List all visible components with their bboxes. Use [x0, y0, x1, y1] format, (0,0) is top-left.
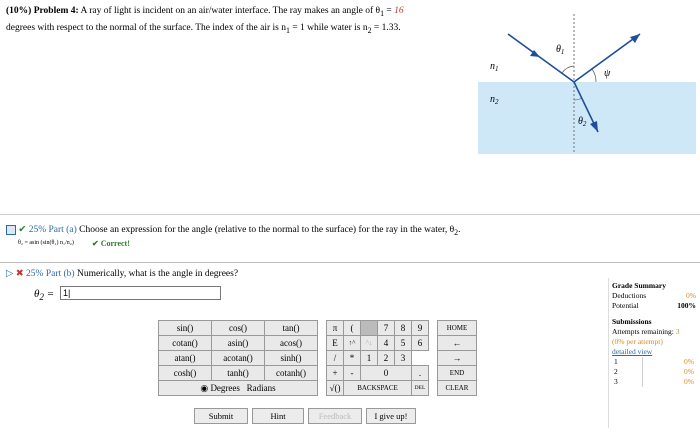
- key-6[interactable]: 6: [412, 336, 429, 351]
- problem-weight: (10%): [6, 6, 32, 16]
- key-backspace[interactable]: BACKSPACE: [344, 381, 412, 396]
- key-cotanh[interactable]: cotanh(): [265, 366, 318, 381]
- key-8[interactable]: 8: [395, 321, 412, 336]
- key-del[interactable]: DEL: [412, 381, 429, 396]
- key-7[interactable]: 7: [378, 321, 395, 336]
- key-clear[interactable]: CLEAR: [438, 381, 477, 396]
- part-a: [0, 216, 700, 260]
- theta1-label: $\theta_1$: [556, 44, 565, 56]
- degrees-label: Degrees: [210, 382, 240, 393]
- key-atan[interactable]: atan(): [159, 351, 212, 366]
- refraction-figure: [478, 14, 696, 154]
- key-sqrt[interactable]: √(): [327, 381, 344, 396]
- key-minus[interactable]: -: [344, 366, 361, 381]
- degrees-radio[interactable]: ◉: [200, 382, 209, 393]
- key-3[interactable]: 3: [395, 351, 412, 366]
- incident-ray: [508, 34, 574, 82]
- part-a-prompt: Choose an expression for the angle (relative to the normal to the surface) for the ray in the water, θ: [79, 225, 455, 235]
- key-divide[interactable]: /: [327, 351, 344, 366]
- mode-row: [159, 381, 318, 396]
- key-4[interactable]: 4: [378, 336, 395, 351]
- key-cosh[interactable]: cosh(): [159, 366, 212, 381]
- problem-sub-1: 1: [380, 8, 385, 18]
- problem-text-4: = 1.33.: [371, 22, 401, 33]
- part-a-pct: 25% Part (a): [28, 225, 77, 235]
- score-table: [612, 357, 696, 387]
- psi-label: ψ: [604, 68, 611, 79]
- key-0[interactable]: 0: [361, 366, 412, 381]
- part-a-prompt-sub: 2: [454, 227, 459, 237]
- key-cos[interactable]: cos(): [212, 321, 265, 336]
- problem-text-2: degrees with respect to the normal of the surface. The index of the air is n: [6, 22, 286, 33]
- problem-sub-3: 2: [367, 25, 372, 35]
- expand-icon[interactable]: ▷: [6, 269, 14, 279]
- divider-a: [0, 214, 700, 215]
- correct-status: ✔ Correct!: [92, 239, 130, 248]
- key-dot[interactable]: .: [412, 366, 429, 381]
- key-1[interactable]: 1: [361, 351, 378, 366]
- theta2-label: $\theta_2$: [578, 116, 587, 128]
- theta1-arc: [562, 66, 574, 73]
- score-row: 1 0%: [614, 357, 694, 366]
- key-open-paren[interactable]: (: [344, 321, 361, 336]
- x-icon: ✖: [15, 269, 24, 279]
- deductions-row: Deductions 0%: [612, 291, 696, 300]
- key-home[interactable]: HOME: [438, 321, 477, 336]
- key-cotan[interactable]: cotan(): [159, 336, 212, 351]
- give-up-button[interactable]: I give up!: [366, 408, 416, 424]
- key-asin[interactable]: asin(): [212, 336, 265, 351]
- key-sin[interactable]: sin(): [159, 321, 212, 336]
- problem-statement: [6, 4, 476, 38]
- key-sinh[interactable]: sinh(): [265, 351, 318, 366]
- potential-row: Potential 100%: [612, 301, 696, 310]
- key-right[interactable]: →: [438, 351, 477, 366]
- side-divider: [608, 278, 609, 428]
- collapse-icon[interactable]: [6, 225, 16, 235]
- water-region: [478, 82, 696, 154]
- feedback-button[interactable]: Feedback: [308, 408, 362, 424]
- key-sub[interactable]: ^↓: [361, 336, 378, 351]
- key-2[interactable]: 2: [378, 351, 395, 366]
- key-left[interactable]: ←: [438, 336, 477, 351]
- key-9[interactable]: 9: [412, 321, 429, 336]
- part-a-title: [6, 224, 461, 237]
- check-icon: ✔: [18, 225, 27, 235]
- angle-value: 16: [394, 6, 404, 16]
- problem-text-1: A ray of light is incident on an air/water interface. The ray makes an angle of θ: [80, 6, 381, 16]
- summary-title: Grade Summary: [612, 281, 666, 290]
- key-e[interactable]: E: [327, 336, 344, 351]
- problem-sub-2: 1: [285, 25, 290, 35]
- key-tanh[interactable]: tanh(): [212, 366, 265, 381]
- radians-label: Radians: [246, 382, 276, 393]
- problem-eq: =: [384, 6, 395, 16]
- hint-button[interactable]: Hint: [252, 408, 304, 424]
- key-acotan[interactable]: acotan(): [212, 351, 265, 366]
- key-close-paren[interactable]: [361, 321, 378, 336]
- n2-label: $n_2$: [490, 94, 499, 106]
- submit-button[interactable]: Submit: [194, 408, 248, 424]
- reflected-arrow-icon: [630, 34, 640, 43]
- n1-label: $n_1$: [490, 61, 499, 73]
- psi-arc: [592, 69, 596, 82]
- answer-label: $\theta_2$ =: [34, 288, 55, 303]
- key-acos[interactable]: acos(): [265, 336, 318, 351]
- part-a-answer: θ₂ = asin (sin(θ₁) n₁/n₂): [18, 240, 74, 246]
- keypad: [158, 320, 477, 396]
- per-attempt: (0% per attempt): [612, 337, 663, 346]
- detailed-view-link[interactable]: detailed view: [612, 347, 653, 356]
- attempts-row: Attempts remaining: 3: [612, 327, 680, 336]
- key-end[interactable]: END: [438, 366, 477, 381]
- key-plus[interactable]: +: [327, 366, 344, 381]
- problem-heading: Problem 4:: [33, 6, 79, 16]
- score-row: 3 0%: [614, 377, 694, 386]
- part-a-prompt-end: .: [458, 225, 461, 235]
- key-multiply[interactable]: *: [344, 351, 361, 366]
- part-b-prompt: Numerically, what is the angle in degrees?: [76, 269, 239, 279]
- answer-input[interactable]: [60, 286, 221, 300]
- submissions-title: Submissions: [612, 317, 652, 326]
- grade-summary: [612, 281, 696, 393]
- divider-b: [0, 262, 700, 263]
- part-b-title: [6, 268, 238, 279]
- part-b-pct: 25% Part (b): [26, 269, 75, 279]
- key-tan[interactable]: tan(): [265, 321, 318, 336]
- key-power[interactable]: ↑^: [344, 336, 361, 351]
- problem-text-3: = 1 while water is n: [289, 22, 368, 33]
- score-row: 2 0%: [614, 367, 694, 376]
- key-pi[interactable]: π: [327, 321, 344, 336]
- key-5[interactable]: 5: [395, 336, 412, 351]
